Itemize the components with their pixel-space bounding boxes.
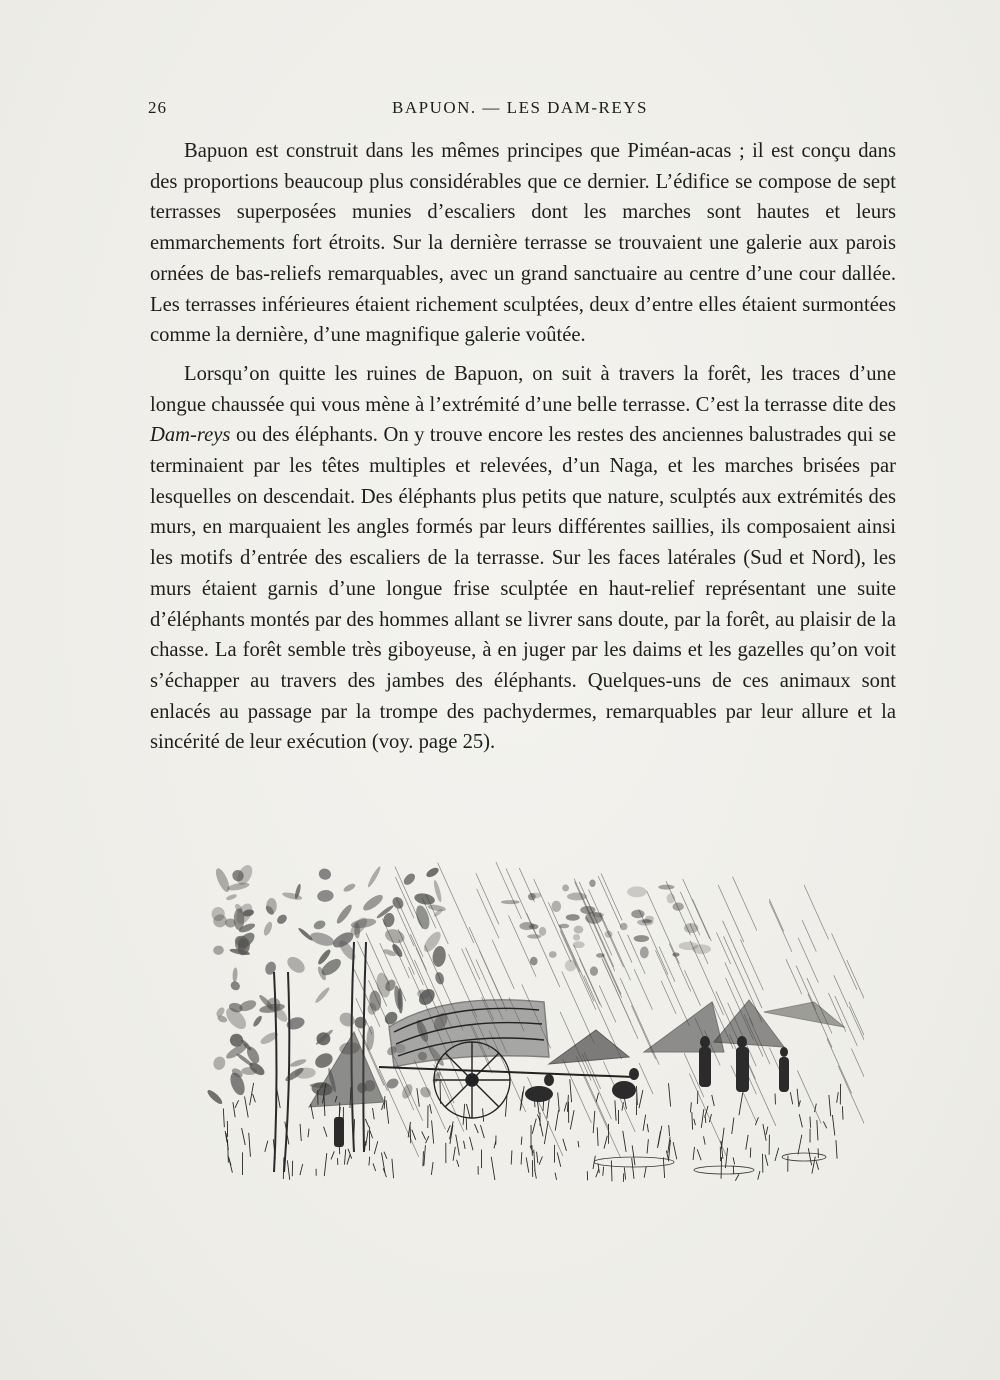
body-text	[150, 136, 896, 766]
paragraph-2-end: ou des éléphants. On y trouve encore les restes des anciennes balustrades qui se terminaient par les têtes multiples et relevées, d’un Naga, et les marches brisées par lesquelles on descendait. Des éléphants plus petits que nature, sculptés aux extrémités des murs, en marquaient les angles formés par leurs différentes saillies, ils composaient ainsi les motifs d’entrée des escaliers de la terrasse. Sur les faces latérales (Sud et Nord), les murs étaient garnis d’une longue frise sculptée en haut-relief représentant une suite d’éléphants montés par des hommes allant se livrer sans doute, par la forêt, au plaisir de la chasse. La forêt semble très giboyeuse, à en juger par les daims et les gazelles qu’on voit s’échapper au travers des jambes des éléphants. Quelques-uns de ces animaux sont enlacés au passage par la trompe des pachydermes, remarquables par leur allure et la sincérité de leur exécution (voy. page 25).	[150, 424, 896, 754]
paragraph-1: Bapuon est construit dans les mêmes principes que Piméan-acas ; il est conçu dans des proportions beaucoup plus considérables que ce dernier. L’édifice se compose de sept terrasses superposées munies d’escaliers dont les marches sont hautes et leurs emmarchements fort étroits. Sur la dernière terrasse se trouvaient une galerie aux parois ornées de bas-reliefs remarquables, avec un grand sanctuaire au centre d’une cour dallée. Les terrasses inférieures étaient richement sculptées, deux d’entre elles étaient surmontées comme la dernière, d’une magnifique galerie voûtée.	[150, 140, 896, 347]
umbrella-right-1	[644, 1002, 724, 1052]
paragraph-2-italic: Dam-reys	[150, 424, 231, 447]
umbrella-right-2	[714, 1000, 784, 1047]
running-head	[148, 98, 892, 124]
paragraph-2	[150, 359, 896, 758]
umbrella-right-3	[764, 1002, 844, 1027]
engraving-svg	[204, 852, 864, 1208]
water-pond	[594, 1153, 826, 1174]
paragraph-2-start: Lorsqu’on quitte les ruines de Bapuon, on suit à travers la forêt, les traces d’une longue chaussée qui vous mène à l’extrémité d’une belle terrasse. C’est la terrasse dite des	[150, 362, 896, 416]
engraving-illustration	[204, 852, 864, 1208]
page-number: 26	[148, 98, 167, 117]
umbrella-center	[549, 1030, 629, 1064]
running-title: BAPUON. — LES DAM-REYS	[392, 98, 648, 117]
